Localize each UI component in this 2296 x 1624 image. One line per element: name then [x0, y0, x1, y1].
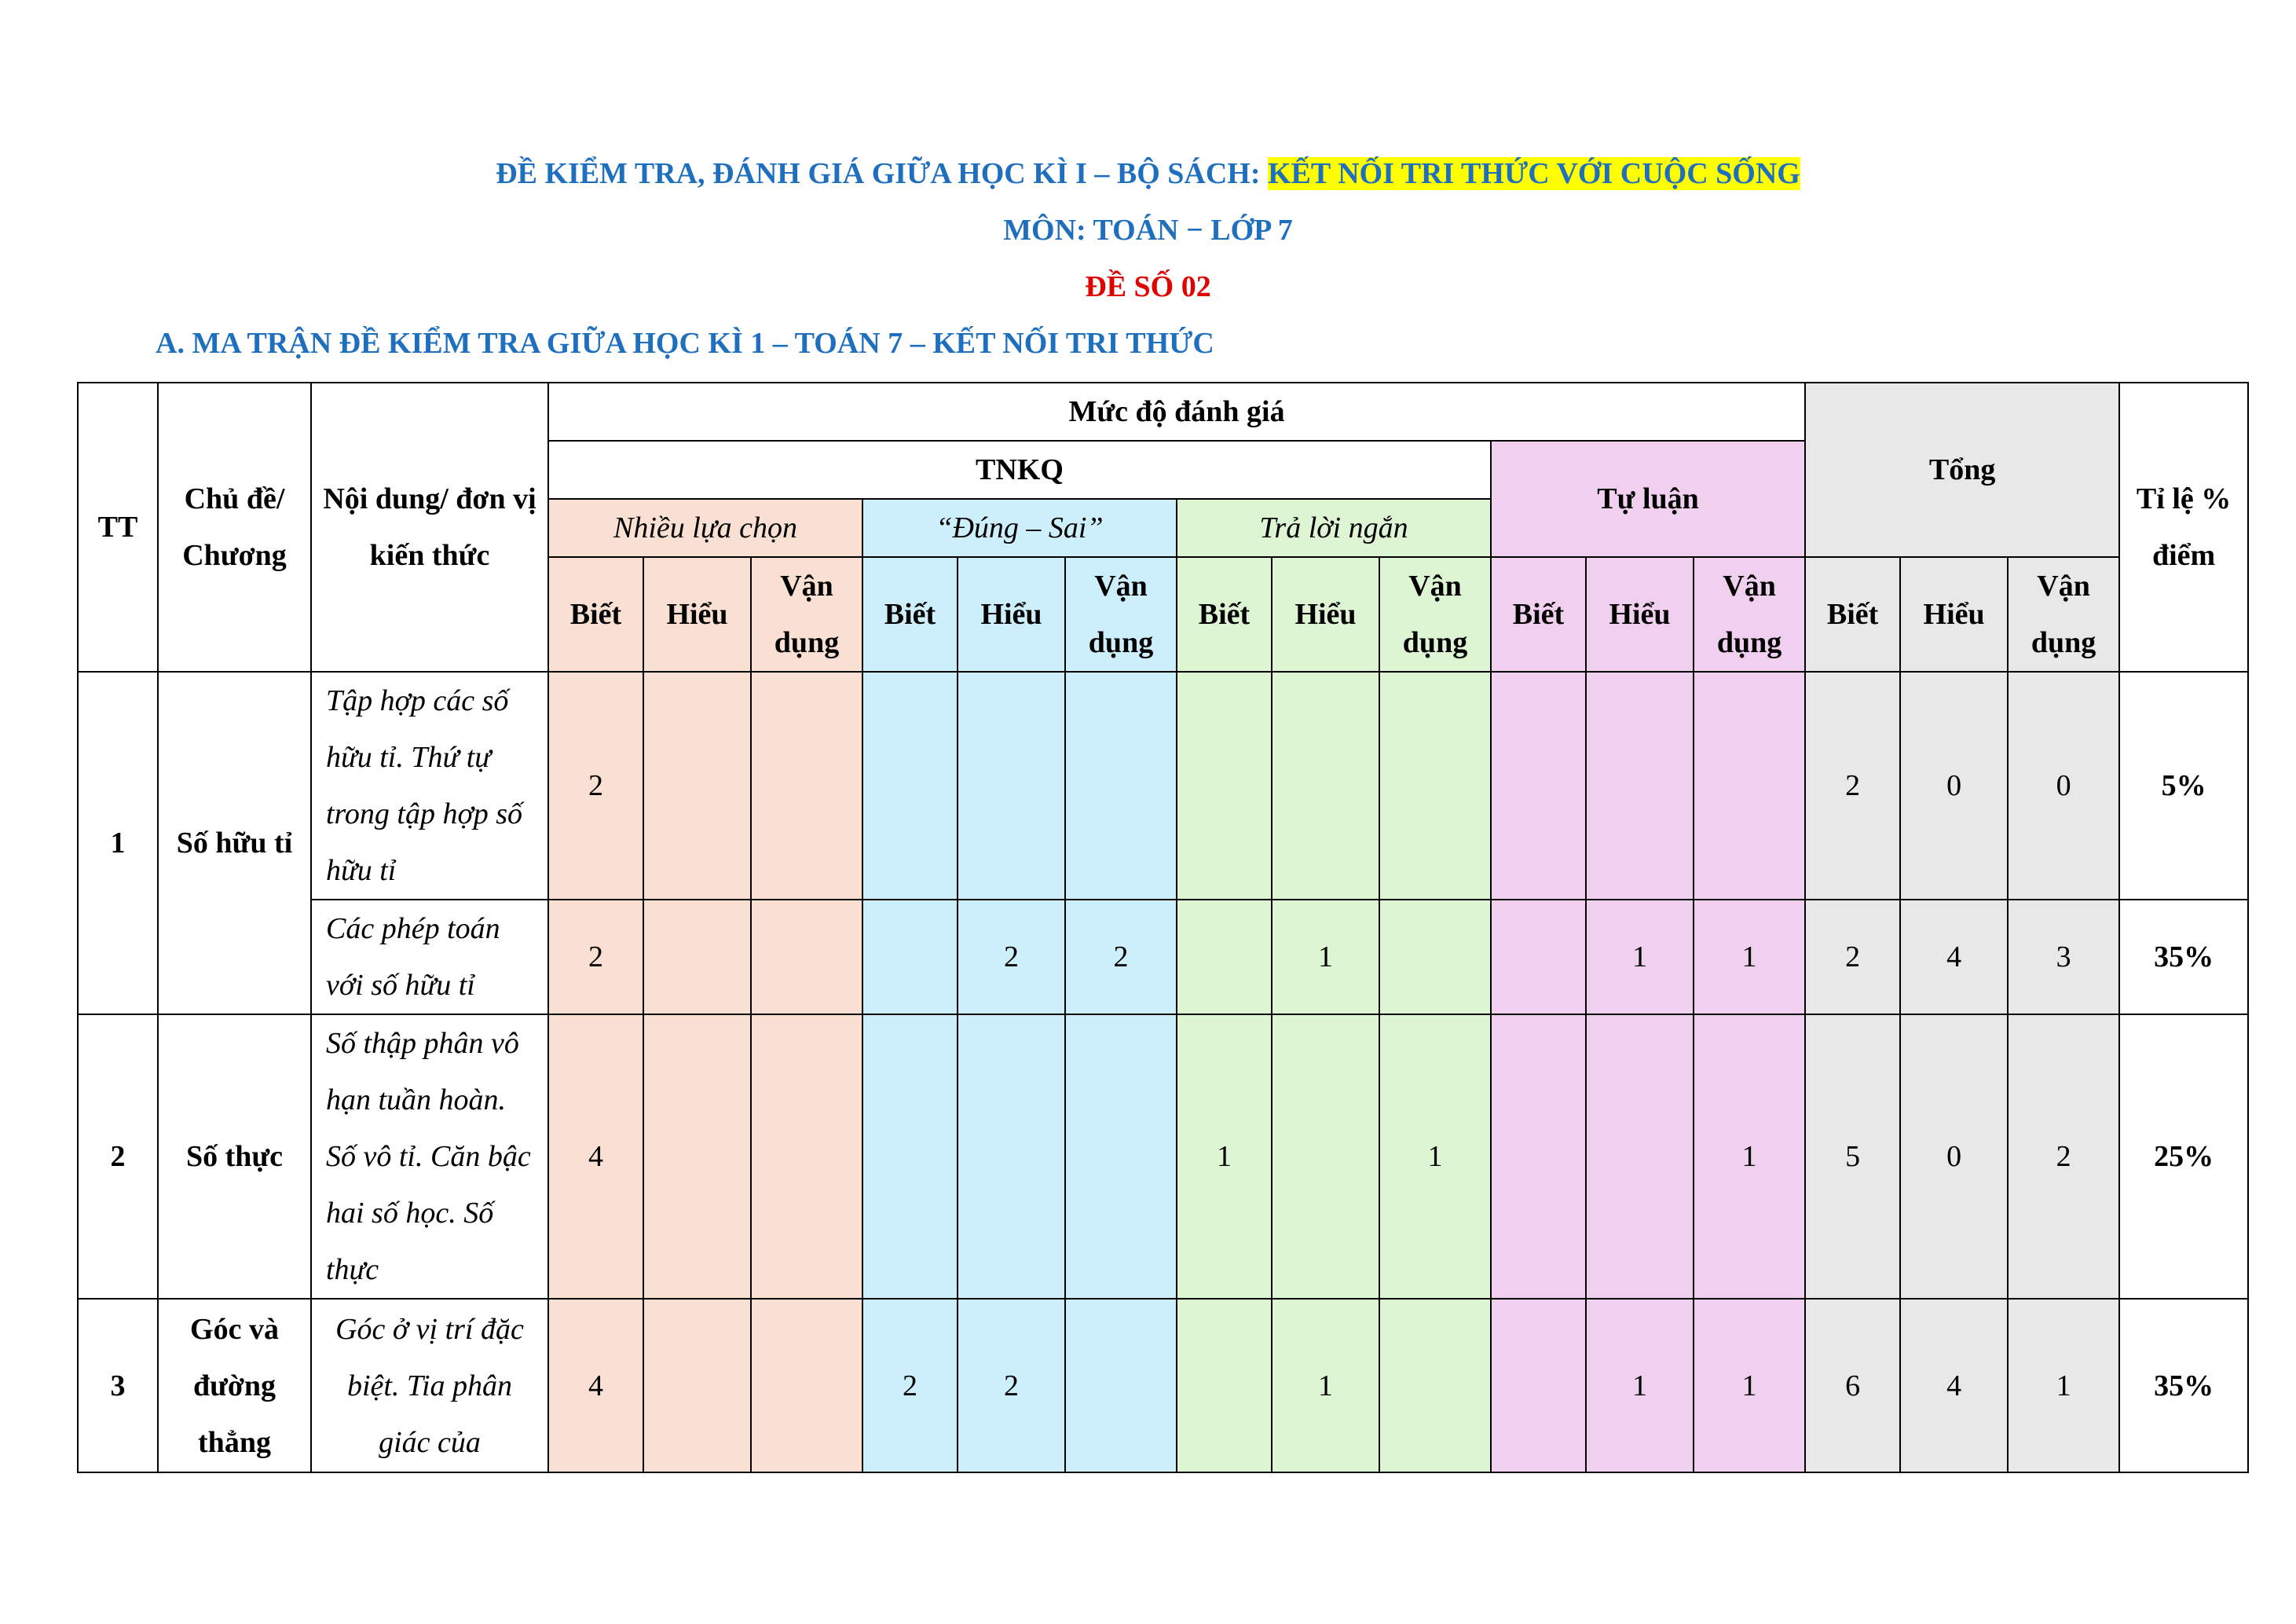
cell-count — [1491, 900, 1586, 1014]
cell-count — [958, 1014, 1065, 1299]
cell-total: 0 — [1900, 672, 2008, 900]
cell-count — [751, 900, 862, 1014]
cell-count — [751, 1299, 862, 1472]
level-biet: Biết — [1491, 557, 1586, 672]
cell-count — [1177, 672, 1272, 900]
row-ti-le: 35% — [2119, 900, 2248, 1014]
row-ti-le: 5% — [2119, 672, 2248, 900]
cell-count — [1586, 672, 1694, 900]
cell-count — [1177, 900, 1272, 1014]
row-chu-de: Số thực — [158, 1014, 311, 1299]
header-multiple-choice: Nhiều lựa chọn — [548, 499, 862, 557]
cell-count — [643, 1299, 751, 1472]
level-van-dung: Vận dụng — [1379, 557, 1491, 672]
cell-count: 1 — [1177, 1014, 1272, 1299]
level-van-dung: Vận dụng — [1065, 557, 1177, 672]
row-noi-dung: Số thập phân vô hạn tuần hoàn. Số vô tỉ. Căn bậc hai số học. Số thực — [311, 1014, 548, 1299]
exam-title — [0, 156, 2296, 192]
cell-total: 2 — [1805, 672, 1900, 900]
cell-count — [862, 672, 958, 900]
cell-count — [1379, 1299, 1491, 1472]
cell-count: 1 — [1272, 900, 1379, 1014]
cell-count — [643, 1014, 751, 1299]
header-tong: Tổng — [1805, 383, 2119, 557]
cell-count: 4 — [548, 1299, 643, 1472]
cell-count — [643, 900, 751, 1014]
cell-count — [958, 672, 1065, 900]
row-tt: 1 — [78, 672, 158, 1014]
cell-count: 2 — [862, 1299, 958, 1472]
level-biet: Biết — [1805, 557, 1900, 672]
cell-count — [1065, 672, 1177, 900]
cell-count: 1 — [1586, 900, 1694, 1014]
cell-total: 0 — [2008, 672, 2119, 900]
level-hieu: Hiểu — [958, 557, 1065, 672]
header-noi-dung: Nội dung/ đơn vị kiến thức — [311, 383, 548, 672]
level-biet: Biết — [1177, 557, 1272, 672]
header-ti-le: Tỉ lệ % điểm — [2119, 383, 2248, 672]
table-row — [78, 1014, 2248, 1299]
cell-count — [1586, 1014, 1694, 1299]
header-chu-de: Chủ đề/ Chương — [158, 383, 311, 672]
cell-count — [862, 900, 958, 1014]
cell-count: 2 — [548, 900, 643, 1014]
header-true-false: “Đúng – Sai” — [862, 499, 1177, 557]
level-hieu: Hiểu — [643, 557, 751, 672]
cell-total: 2 — [1805, 900, 1900, 1014]
level-hieu: Hiểu — [1900, 557, 2008, 672]
section-title: A. MA TRẬN ĐỀ KIỂM TRA GIỮA HỌC KÌ 1 – TOÁN 7 – KẾT NỐI TRI THỨC — [156, 327, 1214, 360]
header-tu-luan: Tự luận — [1491, 441, 1805, 557]
subject-line: MÔN: TOÁN − LỚP 7 — [1003, 214, 1293, 247]
table-row — [78, 1299, 2248, 1472]
cell-total: 6 — [1805, 1299, 1900, 1472]
cell-total: 1 — [2008, 1299, 2119, 1472]
cell-count: 1 — [1694, 900, 1805, 1014]
cell-count — [1491, 1014, 1586, 1299]
exam-number: ĐỀ SỐ 02 — [1085, 270, 1211, 303]
level-biet: Biết — [548, 557, 643, 672]
level-biet: Biết — [862, 557, 958, 672]
row-noi-dung: Tập hợp các số hữu tỉ. Thứ tự trong tập hợp số hữu tỉ — [311, 672, 548, 900]
row-ti-le: 35% — [2119, 1299, 2248, 1472]
cell-total: 5 — [1805, 1014, 1900, 1299]
cell-count: 2 — [958, 1299, 1065, 1472]
cell-total: 3 — [2008, 900, 2119, 1014]
row-tt: 2 — [78, 1014, 158, 1299]
level-van-dung: Vận dụng — [751, 557, 862, 672]
cell-count — [1177, 1299, 1272, 1472]
cell-count — [643, 672, 751, 900]
cell-count: 2 — [958, 900, 1065, 1014]
cell-count — [1065, 1014, 1177, 1299]
header-short-answer: Trả lời ngắn — [1177, 499, 1491, 557]
row-ti-le: 25% — [2119, 1014, 2248, 1299]
row-chu-de: Số hữu tỉ — [158, 672, 311, 1014]
cell-count: 1 — [1694, 1014, 1805, 1299]
cell-count: 2 — [548, 672, 643, 900]
cell-count — [862, 1014, 958, 1299]
cell-count: 2 — [1065, 900, 1177, 1014]
cell-total: 4 — [1900, 1299, 2008, 1472]
cell-count: 1 — [1272, 1299, 1379, 1472]
row-chu-de: Góc và đường thẳng — [158, 1299, 311, 1472]
level-van-dung: Vận dụng — [2008, 557, 2119, 672]
cell-count — [1272, 1014, 1379, 1299]
level-hieu: Hiểu — [1272, 557, 1379, 672]
cell-count: 1 — [1586, 1299, 1694, 1472]
level-van-dung: Vận dụng — [1694, 557, 1805, 672]
cell-count — [1491, 672, 1586, 900]
row-noi-dung: Các phép toán với số hữu tỉ — [311, 900, 548, 1014]
cell-total: 0 — [1900, 1014, 2008, 1299]
cell-total: 2 — [2008, 1014, 2119, 1299]
header-tt: TT — [78, 383, 158, 672]
header-muc-do-danh-gia: Mức độ đánh giá — [548, 383, 1805, 441]
cell-count — [1379, 672, 1491, 900]
exam-title-prefix: ĐỀ KIỂM TRA, ĐÁNH GIÁ GIỮA HỌC KÌ I – BỘ SÁCH: — [496, 157, 1268, 190]
book-series-highlight: KẾT NỐI TRI THỨC VỚI CUỘC SỐNG — [1268, 157, 1800, 190]
table-row — [78, 672, 2248, 900]
cell-count — [1272, 672, 1379, 900]
cell-count: 4 — [548, 1014, 643, 1299]
cell-count: 1 — [1379, 1014, 1491, 1299]
cell-count — [1491, 1299, 1586, 1472]
header-tnkq: TNKQ — [548, 441, 1491, 499]
assessment-matrix-table — [77, 382, 2249, 1473]
cell-count — [1379, 900, 1491, 1014]
cell-count — [751, 1014, 862, 1299]
row-tt: 3 — [78, 1299, 158, 1472]
cell-count: 1 — [1694, 1299, 1805, 1472]
level-hieu: Hiểu — [1586, 557, 1694, 672]
cell-count — [1065, 1299, 1177, 1472]
row-noi-dung: Góc ở vị trí đặc biệt. Tia phân giác của — [311, 1299, 548, 1472]
cell-total: 4 — [1900, 900, 2008, 1014]
cell-count — [1694, 672, 1805, 900]
cell-count — [751, 672, 862, 900]
table-row — [78, 900, 2248, 1014]
